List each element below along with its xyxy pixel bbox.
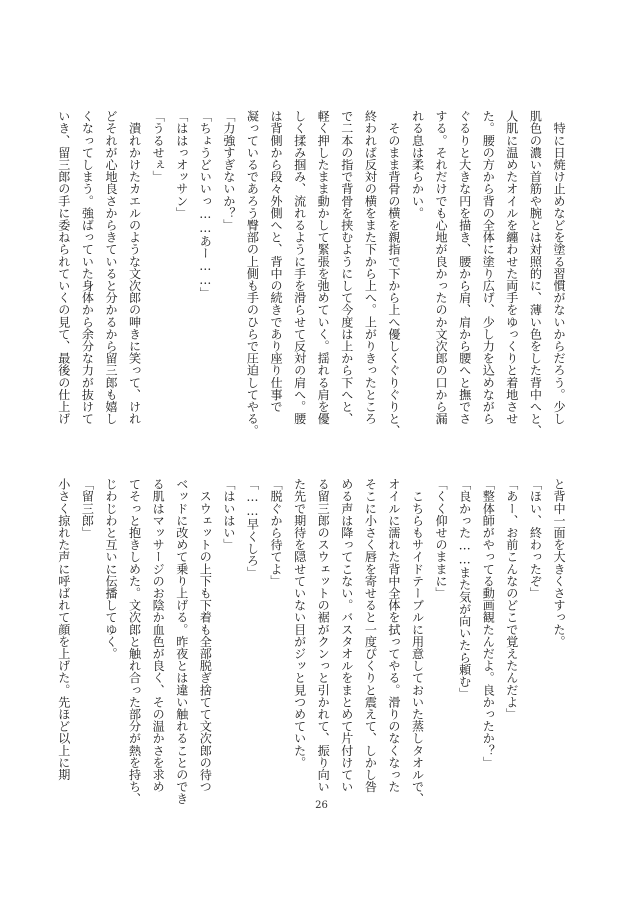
text-line: いき、留三郎の手に委ねられていくの見て、最後の仕上げ <box>56 110 71 425</box>
dialogue-line: 「うるせぇ」 <box>151 110 166 183</box>
text-line: 人肌に温めたオイルを纏わせた両手をゆっくりと着地させ <box>504 110 519 425</box>
text-line: める声は降ってこない。バスタオルをまとめて片付けてい <box>339 478 354 793</box>
dialogue-line: 「ははっオッサン」 <box>174 110 189 219</box>
text-line: る留三郎のスウェットの裾がクンっと引かれて、振り向い <box>316 478 331 793</box>
text-line: 肌色の濃い首筋や腕とは対照的に、薄い色をした背中へと、 <box>528 110 543 437</box>
dialogue-line: 「はいはい」 <box>221 478 236 551</box>
text-line: れる息は柔らかい。 <box>410 110 425 219</box>
text-block-lower <box>56 478 570 805</box>
text-line: と背中一面を大きくさすった。 <box>552 478 566 648</box>
text-line: 潰れかけたカエルのような文次郎の呻きに笑って、けれ <box>127 110 142 425</box>
text-line: そのまま背骨の横を親指で下から上へ優しくぐりぐりと、 <box>386 110 401 437</box>
text-line: ベッドに改めて乗り上げる。昨夜とは違い触れることのでき <box>174 478 189 805</box>
dialogue-line: 「くく仰せのままに」 <box>434 478 449 599</box>
text-line: は背側から段々外側へと、背中の続きであり座り仕事で <box>269 110 284 413</box>
text-line: た先で期待を隠せていない目がジッと見つめていた。 <box>292 478 307 769</box>
dialogue-line: 「整体師がやってる動画観たんだよ。良かったか？」 <box>481 478 496 769</box>
text-line: た。腰の方から背の全体に塗り広げ、少し力を込めながら <box>481 110 496 425</box>
page-number: 26 <box>315 800 328 811</box>
text-line: てそっと抱きしめた。文次郎と触れ合った部分が熱を持ち、 <box>127 478 142 805</box>
text-line: 特に日焼け止めなどを塗る習慣がないからだろう。少し <box>552 110 566 425</box>
dialogue-line: 「……早くしろ」 <box>245 478 260 579</box>
text-line: そこに小さく唇を寄せると一度ぴくりと震えて、しかし咎 <box>363 478 378 793</box>
text-line: る肌はマッサージのお陰か血色が良く、その温かさを求め <box>151 478 166 793</box>
text-line: くなってしまう。強ばっていた身体から余分な力が抜けて <box>80 110 95 425</box>
text-line: しく揉み掴み、流れるように手を滑らせて反対の肩へ。腰 <box>292 110 307 425</box>
dialogue-line: 「力強すぎないか？」 <box>221 110 236 231</box>
text-line: ぐるりと大きな円を描き、腰から肩、肩から腰へと撫でさ <box>457 110 472 425</box>
dialogue-line: 「脱ぐから待てよ」 <box>269 478 284 587</box>
text-block-upper <box>56 110 570 437</box>
text-line: じわじわと互いに伝播してゆく。 <box>104 478 119 660</box>
text-line: こちらもサイドテーブルに用意しておいた蒸しタオルで、 <box>410 478 425 805</box>
dialogue-line: 「あー、お前こんなのどこで覚えたんだよ」 <box>504 478 519 720</box>
text-line: 軽く押したまま動かして緊張を弛めていく。揺れる肩を優 <box>316 110 331 425</box>
text-line: どそれが心地良さからきていると分かるから留三郎も嬉し <box>104 110 119 425</box>
dialogue-line: 「良かった……また気が向いたら頼む」 <box>457 478 472 700</box>
text-line: 凝っているであろう臀部の上側も手のひらで圧迫してやる。 <box>245 110 260 437</box>
text-line: 小さく掠れた声に呼ばれて顔を上げた。先ほど以上に期 <box>56 478 71 781</box>
text-line: する。それだけでも心地が良かったのか文次郎の口から漏 <box>434 110 449 425</box>
text-line: オイルに濡れた背中全体を拭ってやる。滑りのなくなった <box>386 478 401 793</box>
text-line: 終われば反対の横をまた下から上へ。上がりきったところ <box>363 110 378 425</box>
dialogue-line: 「ちょうどいいっ……あー……」 <box>198 110 213 300</box>
dialogue-line: 「ほい、終わったぞ」 <box>528 478 543 599</box>
text-line: スウェットの上下も下着も全部脱ぎ捨てて文次郎の待つ <box>198 478 213 793</box>
dialogue-line: 「留三郎」 <box>80 478 95 539</box>
text-line: で二本の指で背骨を挟むようにして今度は上から下へと、 <box>339 110 354 425</box>
